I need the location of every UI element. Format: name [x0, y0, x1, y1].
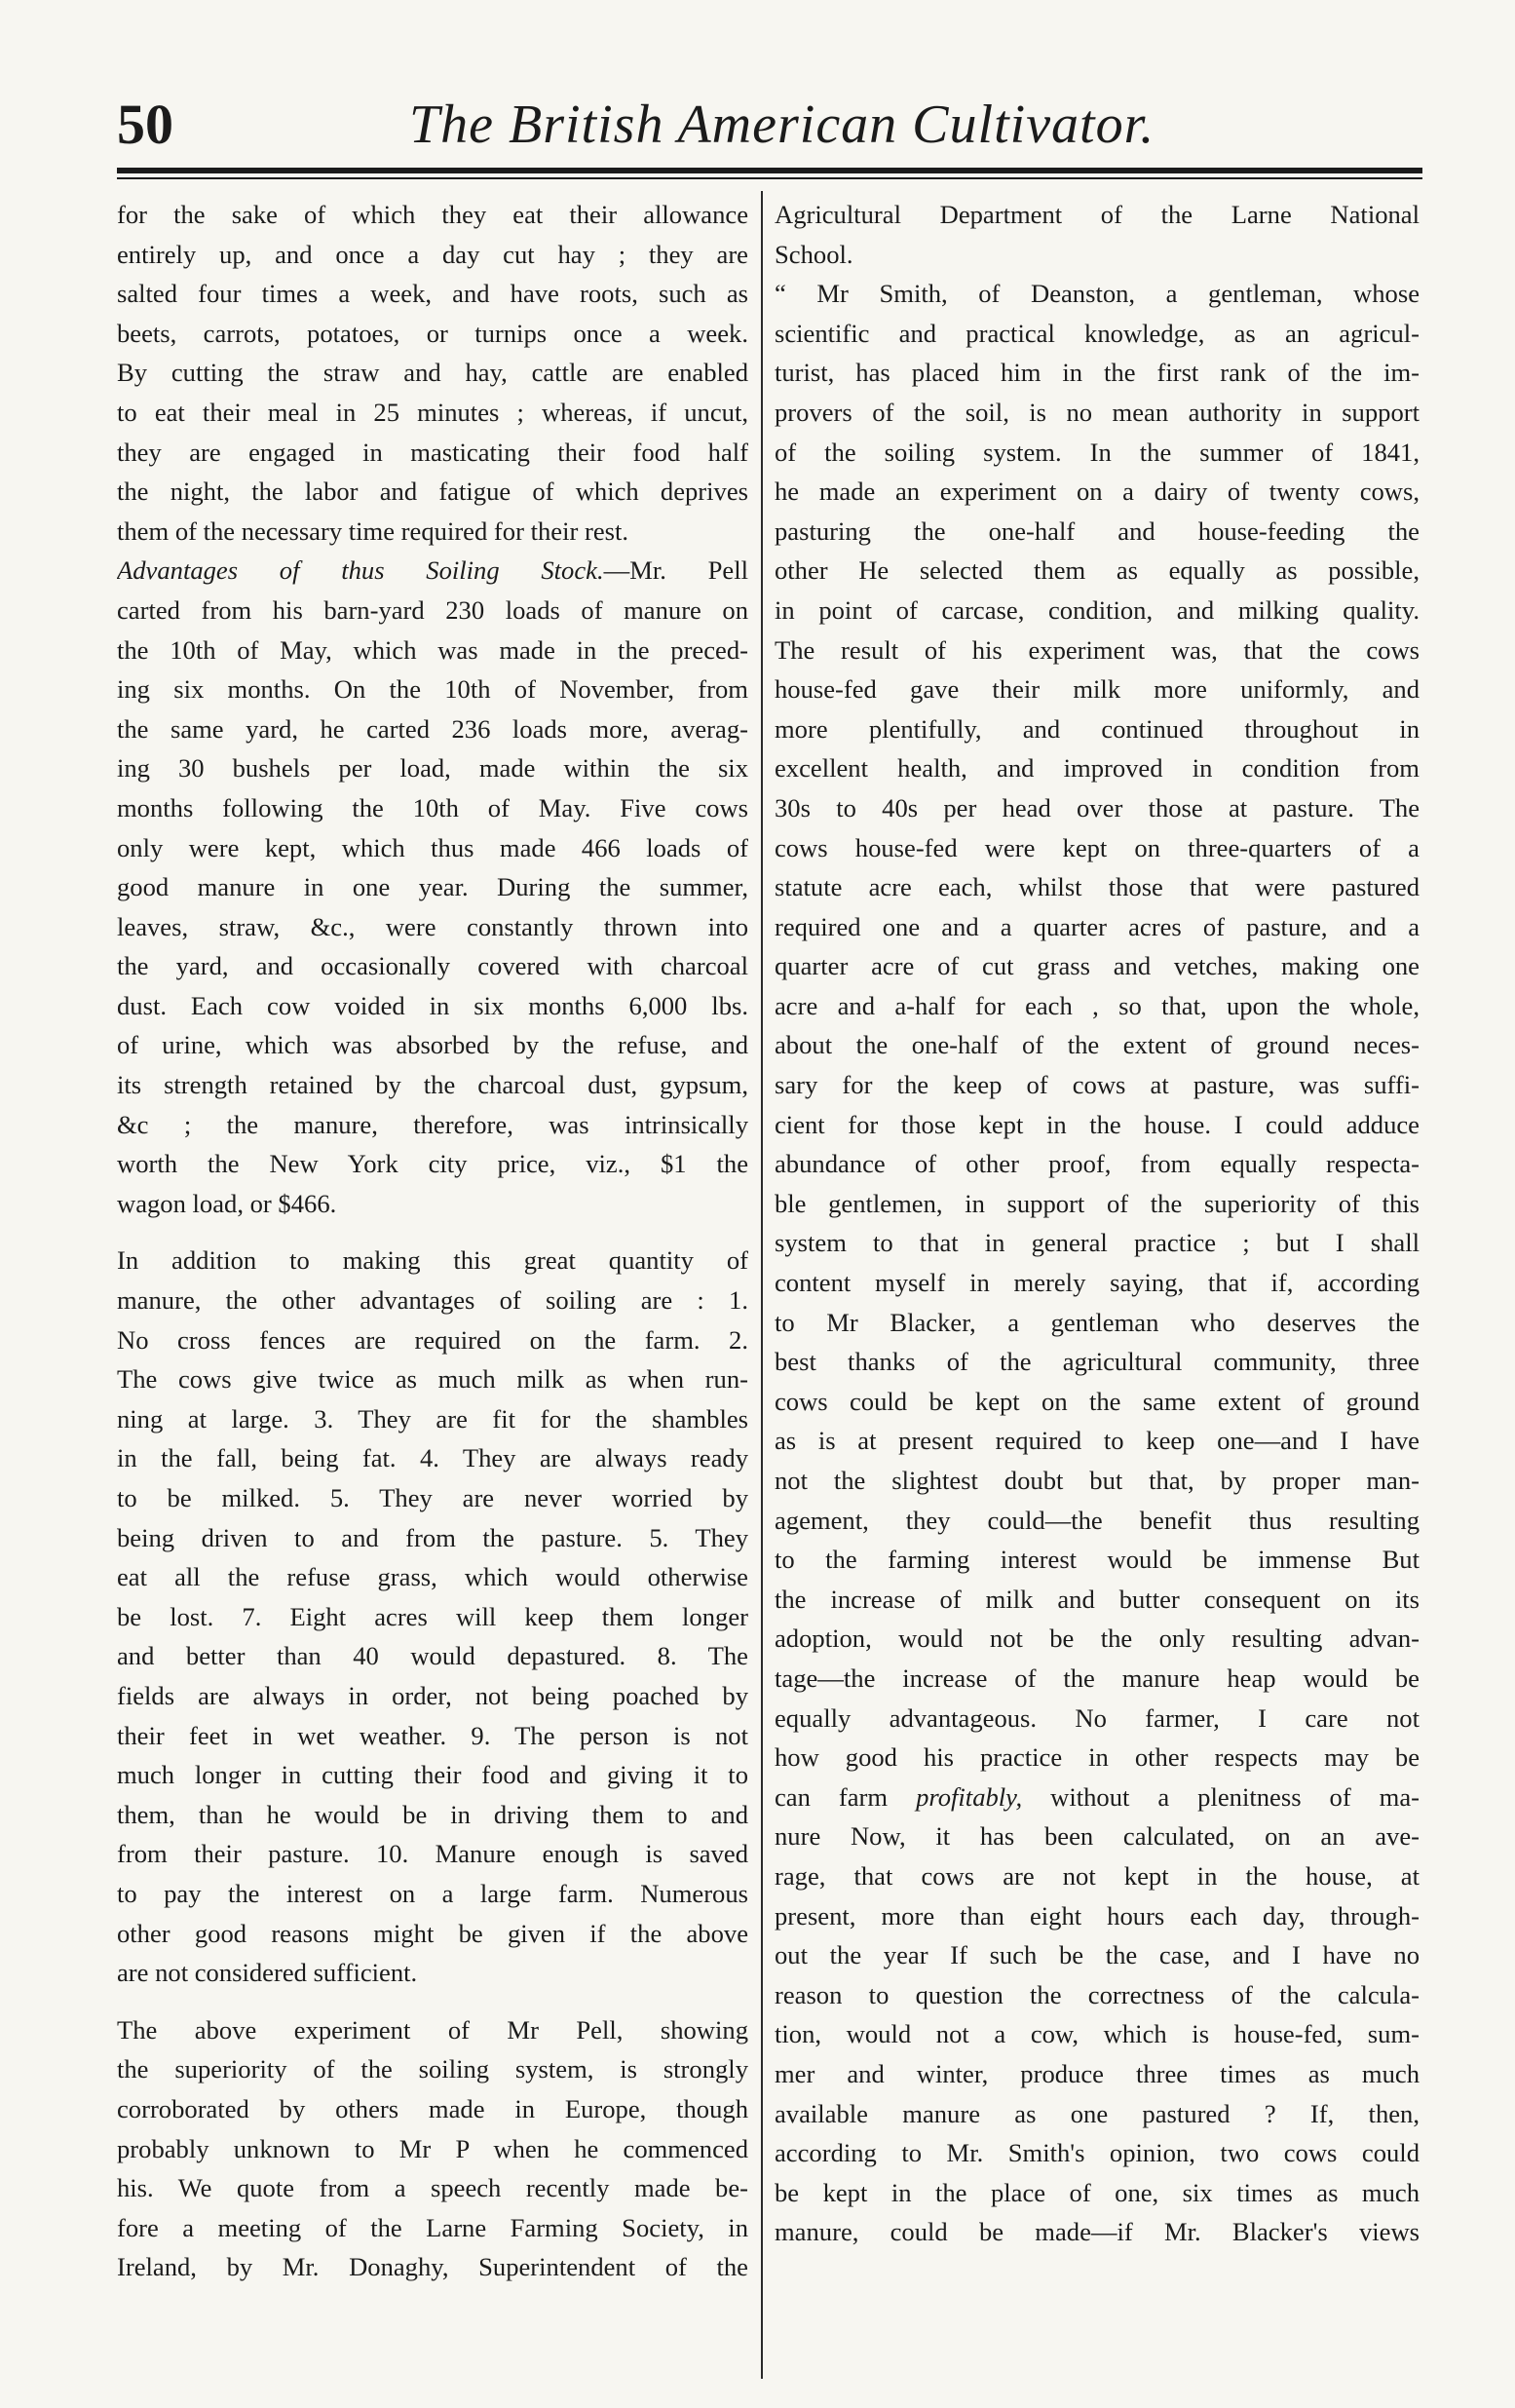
text-line: [775, 1105, 1420, 1145]
line-text: much longer in cutting their food and giving it to: [117, 1760, 748, 1790]
line-text: turist, has placed him in the first rank of the im-: [775, 358, 1420, 388]
text-line: [775, 669, 1420, 709]
line-text: manure, the other advantages of soiling are : 1.: [117, 1285, 748, 1316]
text-line: [775, 1896, 1420, 1936]
line-text: to Mr Blacker, a gentleman who deserves the: [775, 1307, 1420, 1337]
line-text: and better than 40 would depastured. 8. The: [117, 1641, 748, 1671]
text-line: [117, 1399, 748, 1439]
text-line: [775, 512, 1420, 552]
text-line: [775, 1738, 1420, 1777]
text-line: [117, 986, 748, 1026]
text-line: [117, 591, 748, 631]
text-line: [775, 1699, 1420, 1739]
line-text: he made an experiment on a dairy of twenty cows,: [775, 477, 1420, 507]
line-text: from their pasture. 10. Manure enough is saved: [117, 1839, 748, 1869]
text-line: [775, 2094, 1420, 2134]
line-text: present, more than eight hours each day, through-: [775, 1900, 1420, 1930]
header-rule-thin: [117, 177, 1422, 179]
line-text: out the year If such be the case, and I have no: [775, 1940, 1420, 1970]
text-line: [117, 631, 748, 670]
text-line: [775, 1975, 1420, 2015]
line-text: the night, the labor and fatigue of which deprives: [117, 477, 748, 507]
text-line: [775, 867, 1420, 907]
line-text: The result of his experiment was, that the cows: [775, 634, 1420, 665]
line-text: required one and a quarter acres of pasture, and a: [775, 911, 1420, 941]
line-text: of urine, which was absorbed by the refuse, and: [117, 1030, 748, 1060]
text-line: [117, 1184, 748, 1224]
line-text: The cows give twice as much milk as when run-: [117, 1364, 748, 1395]
line-text: manure, could be made—if Mr. Blacker's views: [775, 2217, 1420, 2247]
text-line: [775, 1777, 1420, 1817]
line-text: fields are always in order, not being poached by: [117, 1680, 748, 1710]
text-line: [775, 1144, 1420, 1184]
line-text: more plentifully, and continued throughout in: [775, 713, 1420, 744]
text-line: [775, 1580, 1420, 1620]
line-text: probably unknown to Mr P when he commenced: [117, 2133, 748, 2163]
text-line: [117, 2010, 748, 2050]
text-line: [117, 709, 748, 749]
text-line: [117, 551, 748, 591]
line-text: mer and winter, produce three times as much: [775, 2058, 1420, 2088]
text-line: [775, 828, 1420, 868]
line-text: they are engaged in masticating their food half: [117, 437, 748, 467]
line-text: system to that in general practice ; but I shall: [775, 1228, 1420, 1258]
line-text: without a plenitness of ma-: [1022, 1781, 1420, 1812]
line-text: good manure in one year. During the summer,: [117, 872, 748, 902]
line-text: the superiority of the soiling system, is strongly: [117, 2054, 748, 2084]
line-text: to the farming interest would be immense But: [775, 1545, 1420, 1575]
text-line: [775, 2212, 1420, 2252]
text-line: [775, 1935, 1420, 1975]
line-text: to eat their meal in 25 minutes ; whereas, if uncut,: [117, 397, 748, 427]
text-line: [775, 1501, 1420, 1541]
page-number: 50: [117, 93, 173, 156]
line-text: —Mr. Pell: [603, 555, 748, 586]
text-line: [117, 274, 748, 314]
line-text: the same yard, he carted 236 loads more, averag-: [117, 713, 748, 744]
line-text: can farm: [775, 1781, 917, 1812]
line-text: available manure as one pastured ? If, then,: [775, 2098, 1420, 2128]
text-line: [117, 2049, 748, 2089]
line-text: equally advantageous. No farmer, I care not: [775, 1702, 1420, 1733]
line-text: adoption, would not be the only resulting advan-: [775, 1624, 1420, 1654]
text-line: [775, 1421, 1420, 1461]
text-line: [117, 1518, 748, 1558]
text-line: [117, 314, 748, 354]
text-line: [117, 1953, 748, 1993]
line-text: for the sake of which they eat their allowance: [117, 200, 748, 229]
line-text: cows house-fed were kept on three-quarters of a: [775, 832, 1420, 862]
line-text: entirely up, and once a day cut hay ; they are: [117, 239, 748, 269]
text-line: [117, 512, 748, 552]
text-line: [775, 986, 1420, 1026]
line-text: as is at present required to keep one—and I have: [775, 1426, 1420, 1456]
text-line: [117, 1320, 748, 1360]
line-text: reason to question the correctness of the calcula-: [775, 1979, 1420, 2009]
line-text: months following the 10th of May. Five cows: [117, 792, 748, 822]
text-line: [117, 1065, 748, 1105]
line-text: By cutting the straw and hay, cattle are enabled: [117, 358, 748, 388]
line-text: being driven to and from the pasture. 5. They: [117, 1522, 748, 1552]
text-line: [117, 1478, 748, 1518]
paragraph-gap: [117, 1993, 748, 2010]
text-line: [775, 235, 1420, 275]
text-line: [775, 353, 1420, 393]
text-line: [117, 2129, 748, 2169]
text-line: [775, 393, 1420, 433]
line-text: not the slightest doubt but that, by proper man-: [775, 1466, 1420, 1495]
text-line: [775, 907, 1420, 947]
text-line: [775, 195, 1420, 235]
text-line: [775, 1223, 1420, 1263]
line-text: salted four times a week, and have roots, such as: [117, 279, 748, 309]
line-text: quarter acre of cut grass and vetches, making one: [775, 951, 1420, 981]
text-line: [775, 1540, 1420, 1580]
text-line: [117, 1914, 748, 1954]
text-line: [117, 433, 748, 473]
line-text: statute acre each, whilst those that were pastured: [775, 872, 1420, 902]
line-text: “ Mr Smith, of Deanston, a gentleman, whose: [775, 279, 1420, 309]
text-line: [775, 748, 1420, 788]
line-text: fore a meeting of the Larne Farming Society, in: [117, 2212, 748, 2242]
text-line: [775, 1382, 1420, 1422]
text-line: [775, 1659, 1420, 1699]
text-line: [117, 2247, 748, 2287]
text-line: [775, 2133, 1420, 2173]
line-text: in point of carcase, condition, and milking quality.: [775, 594, 1420, 625]
line-text: his. We quote from a speech recently made be-: [117, 2173, 748, 2203]
text-line: [117, 1795, 748, 1835]
line-text: eat all the refuse grass, which would otherwise: [117, 1562, 748, 1592]
line-text: dust. Each cow voided in six months 6,000 lbs.: [117, 990, 748, 1020]
text-line: [775, 472, 1420, 512]
line-text: best thanks of the agricultural community, three: [775, 1347, 1420, 1377]
text-line: [117, 907, 748, 947]
line-text: their feet in wet weather. 9. The person is not: [117, 1720, 748, 1750]
line-text: corroborated by others made in Europe, though: [117, 2093, 748, 2123]
italic-text: profitably,: [916, 1781, 1023, 1812]
text-line: [775, 631, 1420, 670]
text-line: [117, 1280, 748, 1320]
line-text: other He selected them as equally as possible,: [775, 555, 1420, 586]
text-line: [775, 1184, 1420, 1224]
line-text: cows could be kept on the same extent of ground: [775, 1386, 1420, 1416]
text-line: [117, 2168, 748, 2208]
line-text: leaves, straw, &c., were constantly thrown into: [117, 911, 748, 941]
text-line: [117, 1359, 748, 1399]
text-line: [117, 946, 748, 986]
text-line: [775, 433, 1420, 473]
line-text: to pay the interest on a large farm. Numerous: [117, 1878, 748, 1908]
text-line: [117, 1874, 748, 1914]
text-line: [775, 2054, 1420, 2094]
line-text: how good his practice in other respects may be: [775, 1742, 1420, 1773]
paragraph-gap: [117, 1223, 748, 1241]
line-text: the yard, and occasionally covered with charcoal: [117, 951, 748, 981]
line-text: &c ; the manure, therefore, was intrinsically: [117, 1109, 748, 1139]
line-text: In addition to making this great quantity of: [117, 1245, 748, 1276]
right-column: [775, 195, 1420, 2252]
text-line: [117, 748, 748, 788]
line-text: tion, would not a cow, which is house-fed, sum-: [775, 2019, 1420, 2049]
text-line: [775, 1461, 1420, 1501]
line-text: other good reasons might be given if the above: [117, 1918, 748, 1948]
line-text: scientific and practical knowledge, as an agricul-: [775, 318, 1420, 348]
line-text: ble gentlemen, in support of the superiority of this: [775, 1188, 1420, 1218]
line-text: excellent health, and improved in condition from: [775, 753, 1420, 784]
line-text: in the fall, being fat. 4. They are always ready: [117, 1443, 748, 1473]
text-line: [775, 1619, 1420, 1659]
text-line: [117, 669, 748, 709]
line-text: Agricultural Department of the Larne National: [775, 200, 1420, 229]
line-text: pasturing the one-half and house-feeding the: [775, 516, 1420, 546]
text-line: [775, 551, 1420, 591]
line-text: about the one-half of the extent of ground neces-: [775, 1030, 1420, 1060]
text-line: [117, 393, 748, 433]
text-line: [775, 1342, 1420, 1382]
line-text: content myself in merely saying, that if, according: [775, 1268, 1420, 1298]
line-text: abundance of other proof, from equally respecta-: [775, 1149, 1420, 1179]
column-divider: [761, 191, 763, 2379]
line-text: tage—the increase of the manure heap would be: [775, 1663, 1420, 1693]
line-text: No cross fences are required on the farm. 2.: [117, 1324, 748, 1355]
text-line: [117, 1144, 748, 1184]
line-text: to be milked. 5. They are never worried by: [117, 1483, 748, 1512]
text-line: [775, 591, 1420, 631]
line-text: the 10th of May, which was made in the preced-: [117, 634, 748, 665]
header-rule-thick: [117, 168, 1422, 173]
line-text: beets, carrots, potatoes, or turnips once a week.: [117, 318, 748, 348]
line-text: ing 30 bushels per load, made within the six: [117, 753, 748, 784]
text-line: [775, 314, 1420, 354]
text-line: [775, 1856, 1420, 1896]
text-line: [117, 1105, 748, 1145]
text-line: [117, 788, 748, 828]
text-line: [117, 1676, 748, 1716]
text-line: [775, 788, 1420, 828]
line-text: School.: [775, 239, 853, 269]
text-line: [775, 2014, 1420, 2054]
text-line: [775, 274, 1420, 314]
line-text: cient for those kept in the house. I could adduce: [775, 1109, 1420, 1139]
text-line: [117, 1557, 748, 1597]
text-line: [117, 1716, 748, 1756]
line-text: are not considered sufficient.: [117, 1958, 418, 1988]
text-line: [117, 1438, 748, 1478]
text-line: [117, 2089, 748, 2129]
line-text: rage, that cows are not kept in the house, at: [775, 1860, 1420, 1891]
text-line: [117, 828, 748, 868]
left-column: [117, 195, 748, 2287]
text-line: [117, 235, 748, 275]
line-text: them, than he would be in driving them to and: [117, 1799, 748, 1829]
text-line: [117, 195, 748, 235]
page-header: [117, 86, 1422, 164]
line-text: its strength retained by the charcoal dust, gypsum,: [117, 1070, 748, 1100]
text-line: [775, 2173, 1420, 2213]
text-line: [117, 1755, 748, 1795]
line-text: provers of the soil, is no mean authority in support: [775, 397, 1420, 427]
text-line: [117, 2208, 748, 2248]
line-text: according to Mr. Smith's opinion, two cows could: [775, 2138, 1420, 2168]
line-text: of the soiling system. In the summer of 1841,: [775, 437, 1420, 467]
line-text: ing six months. On the 10th of November, from: [117, 674, 748, 705]
text-line: [117, 1241, 748, 1280]
text-line: [117, 1636, 748, 1676]
text-line: [117, 867, 748, 907]
text-line: [117, 472, 748, 512]
running-title: The British American Cultivator.: [409, 95, 1155, 155]
line-text: wagon load, or $466.: [117, 1188, 337, 1218]
line-text: them of the necessary time required for their rest.: [117, 516, 629, 546]
text-line: [775, 1025, 1420, 1065]
line-text: only were kept, which thus made 466 loads of: [117, 832, 748, 862]
text-line: [117, 1834, 748, 1874]
line-text: acre and a-half for each , so that, upon the whole,: [775, 990, 1420, 1020]
text-line: [775, 1816, 1420, 1856]
line-text: worth the New York city price, viz., $1 the: [117, 1149, 748, 1179]
line-text: carted from his barn-yard 230 loads of manure on: [117, 594, 748, 625]
line-text: house-fed gave their milk more uniformly, and: [775, 674, 1420, 705]
line-text: be kept in the place of one, six times as much: [775, 2177, 1420, 2207]
text-line: [775, 946, 1420, 986]
line-text: Ireland, by Mr. Donaghy, Superintendent of the: [117, 2252, 748, 2282]
line-text: sary for the keep of cows at pasture, was suffi-: [775, 1070, 1420, 1100]
text-line: [775, 1065, 1420, 1105]
text-line: [117, 1025, 748, 1065]
line-text: The above experiment of Mr Pell, showing: [117, 2014, 748, 2045]
text-line: [775, 1303, 1420, 1343]
line-text: 30s to 40s per head over those at pasture. The: [775, 792, 1420, 822]
text-line: [775, 709, 1420, 749]
line-text: the increase of milk and butter consequent on its: [775, 1584, 1420, 1614]
line-text: be lost. 7. Eight acres will keep them longer: [117, 1601, 748, 1631]
line-text: agement, they could—the benefit thus resulting: [775, 1505, 1420, 1535]
line-text: nure Now, it has been calculated, on an ave-: [775, 1821, 1420, 1852]
text-line: [117, 353, 748, 393]
text-line: [775, 1263, 1420, 1303]
line-text: ning at large. 3. They are fit for the shambles: [117, 1403, 748, 1433]
text-line: [117, 1597, 748, 1637]
italic-text: Advantages of thus Soiling Stock.: [117, 555, 604, 586]
